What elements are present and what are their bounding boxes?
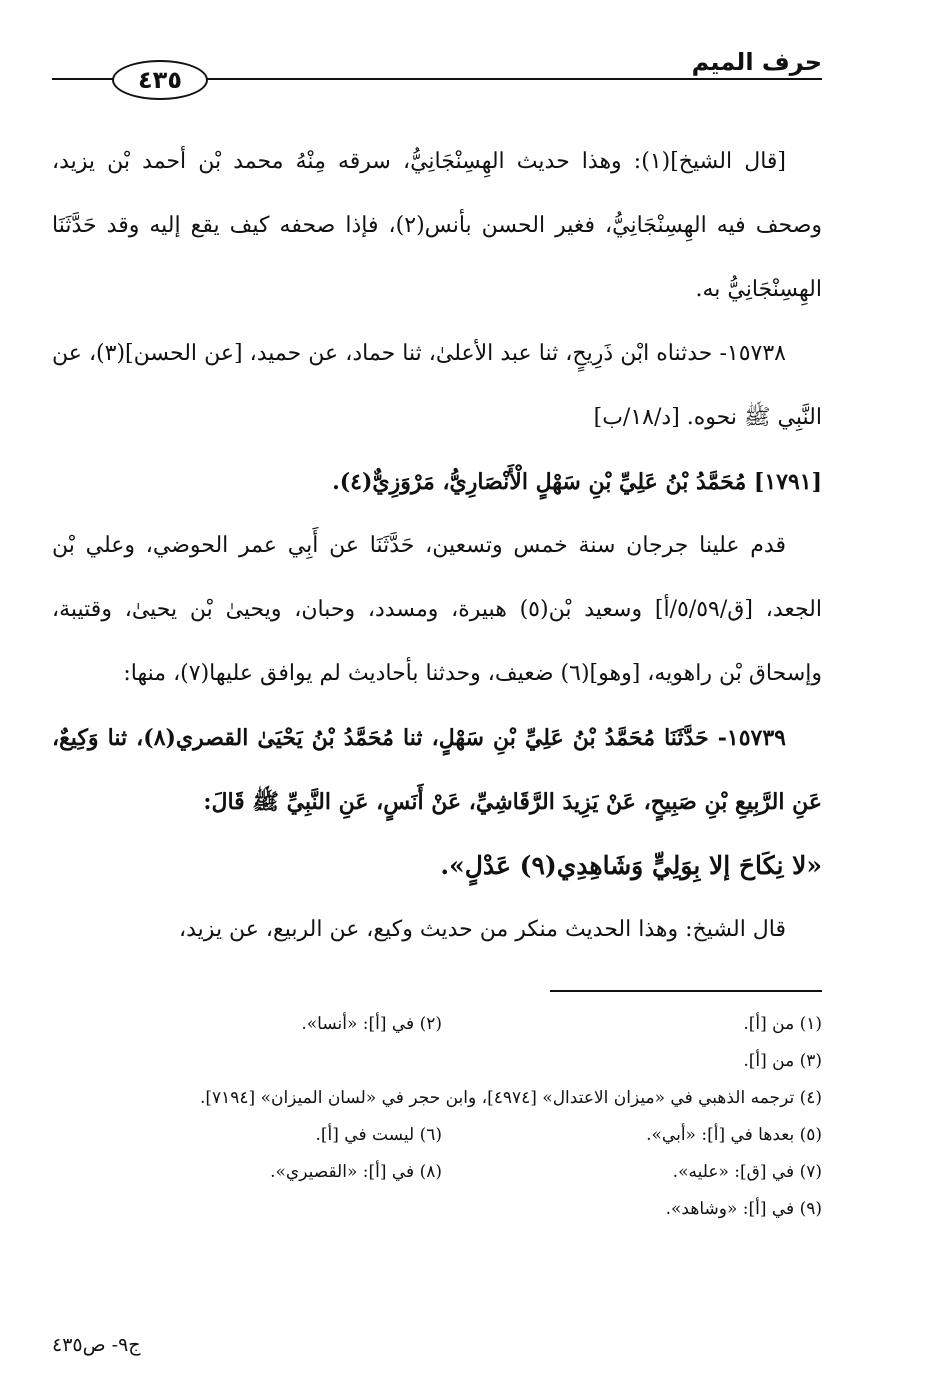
footnote-4: (٤) ترجمه الذهبي في «ميزان الاعتدال» [٤٩٧٤]، وابن حجر في «لسان الميزان» [٧١٩٤]. <box>199 1088 822 1108</box>
biography-heading-1791: [١٧٩١] مُحَمَّدُ بْنُ عَلِيِّ بْنِ سَهْلٍ الْأَنْصَارِيُّ، مَرْوَزِيٌّ(٤). <box>332 469 822 495</box>
paragraph-sheikh-comment: [قال الشيخ](١): وهذا حديث الهِسِنْجَانِيُّ، سرقه مِنْهُ محمد بْن أحمد بْن يزيد، وصحف فيه الهِسِنْجَانِيُّ، فغير الحسن بأنس(٢)، فإذا صحفه كيف يقع إليه وقد حَدَّثَنَا الهِسِنْجَانِيُّ به. <box>52 149 823 302</box>
footnote-7: (٧) في [ق]: «عليه». <box>672 1162 822 1182</box>
footnote-8: (٨) في [أ]: «القصيري». <box>270 1162 442 1182</box>
footnotes <box>52 1006 822 1228</box>
paragraph-sheikh-verdict: قال الشيخ: وهذا الحديث منكر من حديث وكيع، عن الربيع، عن يزيد، <box>179 917 786 942</box>
volume-page-reference: ج٩- ص٤٣٥ <box>52 1334 141 1356</box>
footnote-2: (٢) في [أ]: «أنسا». <box>301 1014 442 1034</box>
footnote-rule <box>550 990 822 992</box>
hadith-15739-matn: «لا نِكَاحَ إلا بِوَلِيٍّ وَشَاهِدِي(٩) عَدْلٍ». <box>440 851 822 880</box>
footnote-row <box>52 1043 822 1080</box>
hadith-15738: ١٥٧٣٨- حدثناه ابْن ذَرِيحٍ، ثنا عبد الأعلىٰ، ثنا حماد، عن حميد، [عن الحسن](٣)، عن النَّبِي ﷺ نحوه. [د/١٨/ب] <box>52 341 822 430</box>
footnote-5: (٥) بعدها في [أ]: «أبي». <box>646 1125 822 1145</box>
footnote-9: (٩) في [أ]: «وشاهد». <box>665 1199 822 1219</box>
biography-text: قدم علينا جرجان سنة خمس وتسعين، حَدَّثَنَا عن أَبِي عمر الحوضي، وعلي بْن الجعد، [ق/٥/٥٩/أ] وسعيد بْن(٥) هبيرة، ومسدد، وحبان، ويحيىٰ بْن يحيىٰ، وقتيبة، وإسحاق بْن راهويه، [وهو](٦) ضعيف، وحدثنا بأحاديث لم يوافق عليها(٧)، منها: <box>52 533 823 686</box>
footnote-6: (٦) ليست في [أ]. <box>315 1125 442 1145</box>
main-text <box>52 130 822 962</box>
running-head: حرف الميم <box>691 48 822 76</box>
footnote-row <box>52 1117 822 1154</box>
footnote-row <box>52 1006 822 1043</box>
footnote-row <box>52 1154 822 1191</box>
footnote-3: (٣) من [أ]. <box>743 1051 822 1071</box>
hadith-15739-isnad: ١٥٧٣٩- حَدَّثَنَا مُحَمَّدُ بْنُ عَلِيِّ بْنِ سَهْلٍ، ثنا مُحَمَّدُ بْنُ يَحْيَىٰ القصري(٨)، ثنا وَكِيعٌ، عَنِ الرَّبِيعِ بْنِ صَبِيحٍ، عَنْ يَزِيدَ الرَّقَاشِيِّ، عَنْ أَنَسٍ، عَنِ النَّبِيِّ ﷺ قَالَ: <box>52 725 822 815</box>
footnote-1: (١) من [أ]. <box>743 1014 822 1034</box>
footnote-row <box>52 1191 822 1228</box>
page-header <box>52 48 822 98</box>
page-number: ٤٣٥ <box>112 60 208 100</box>
footnote-row <box>52 1080 822 1117</box>
